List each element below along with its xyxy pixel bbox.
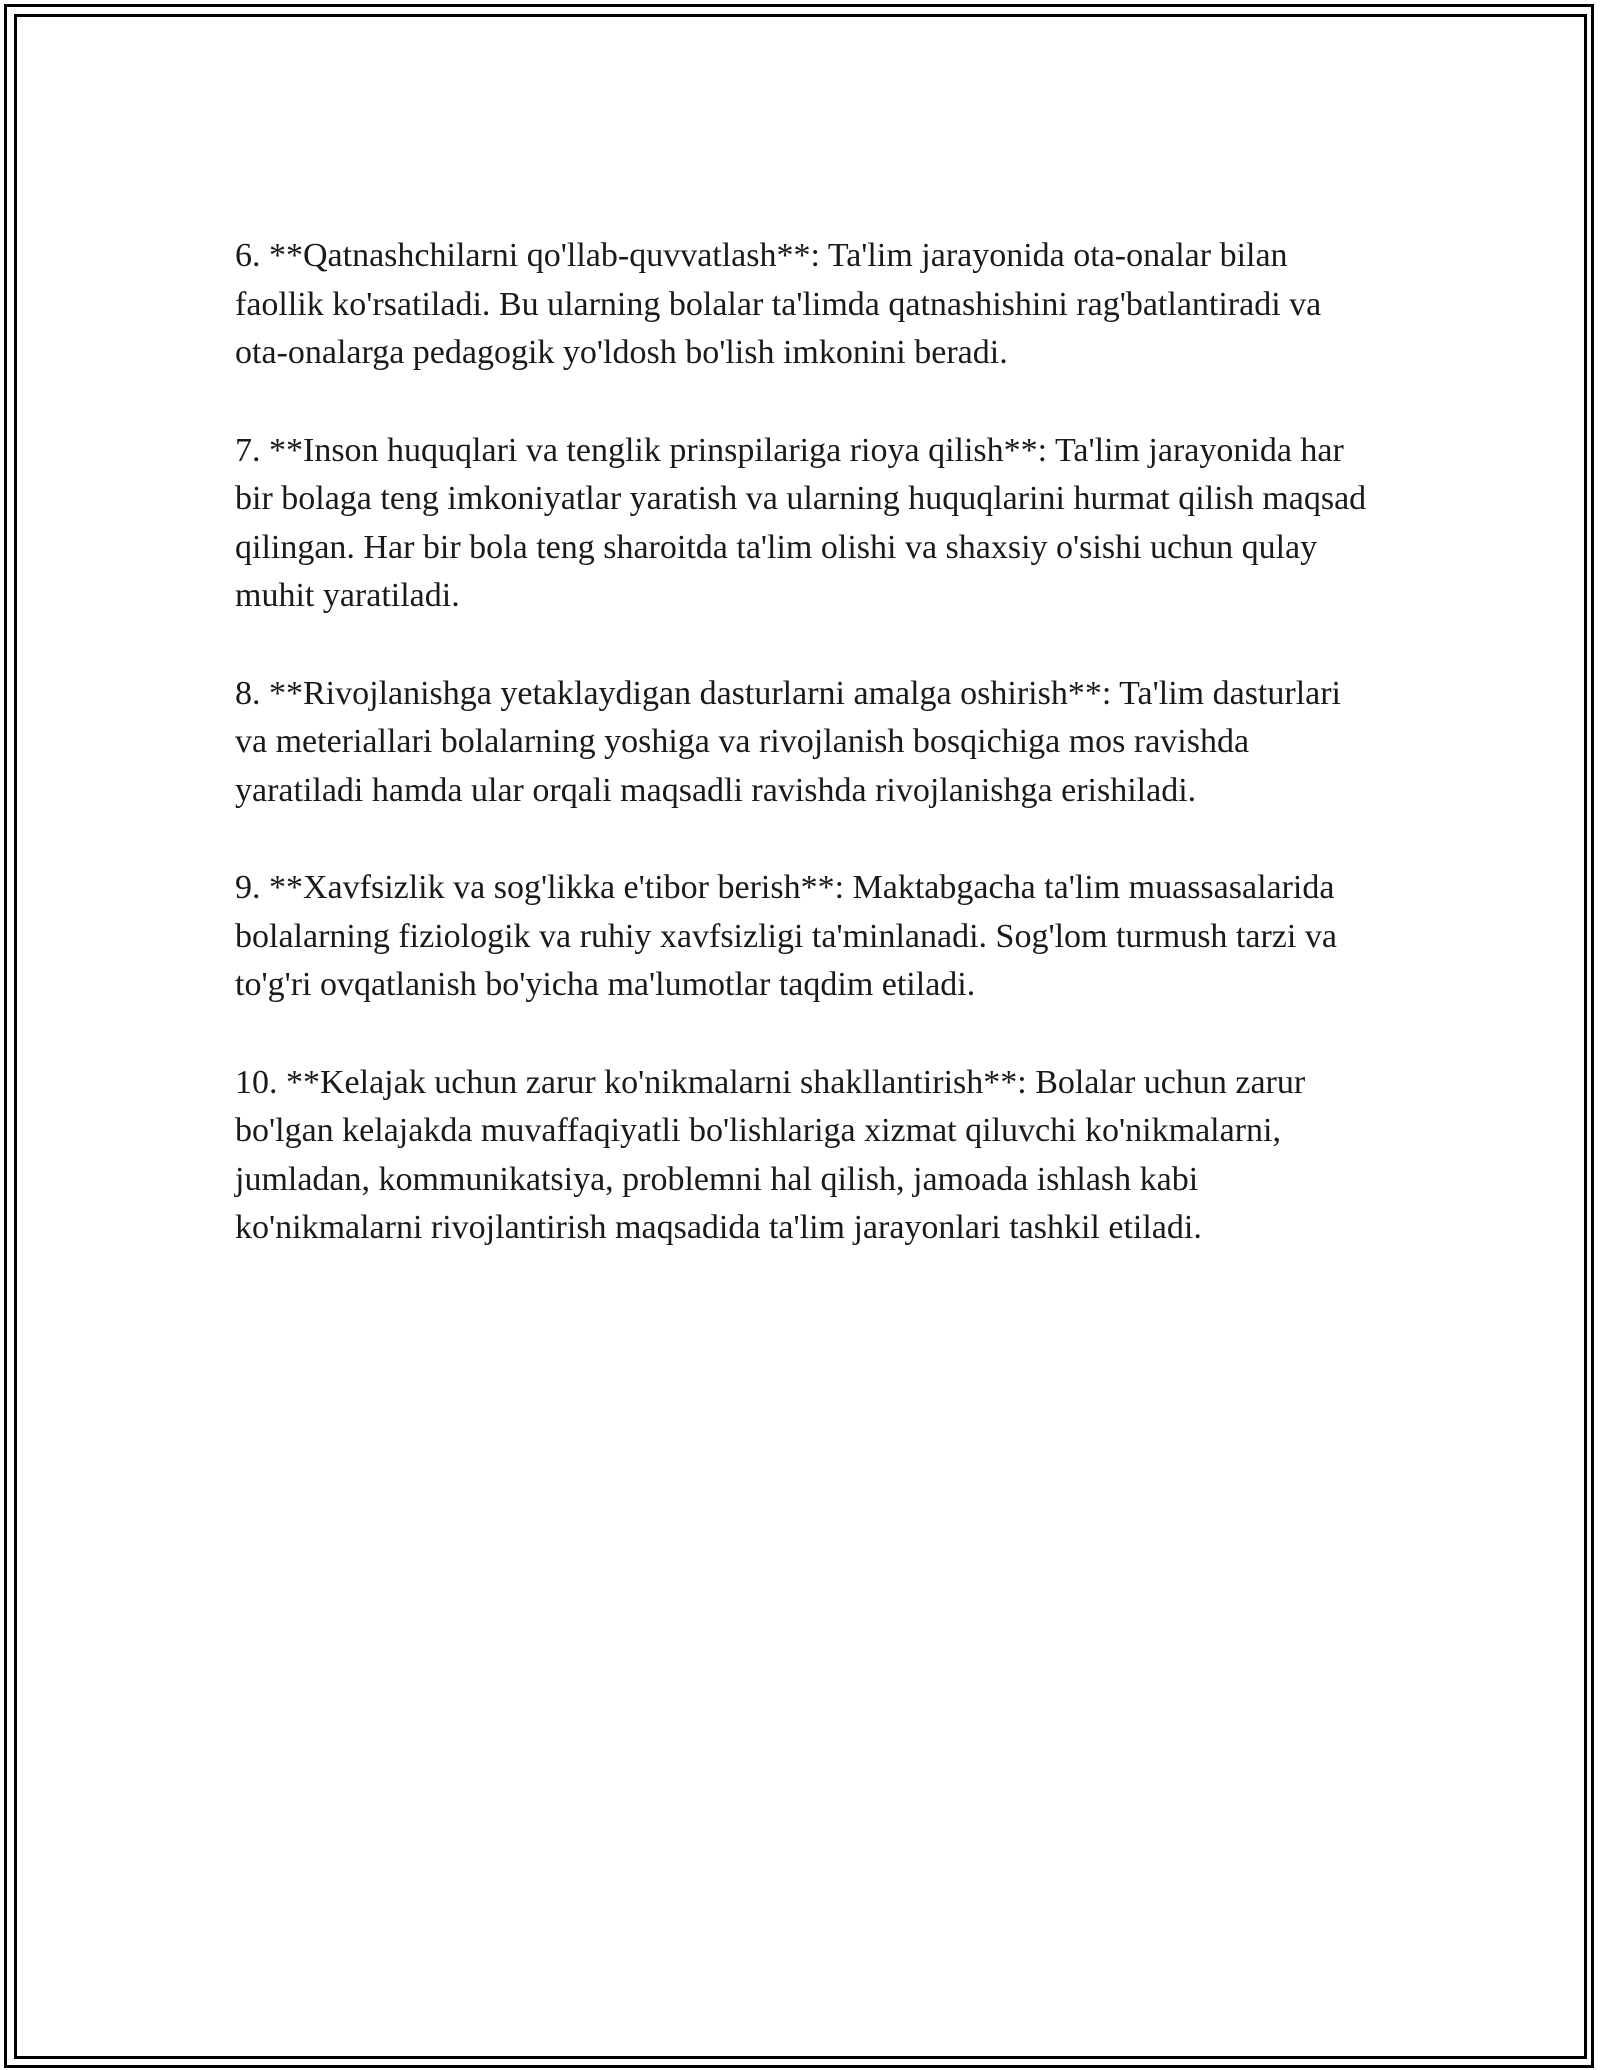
paragraph-6: 6. **Qatnashchilarni qo'llab-quvvatlash**: Ta'lim jarayonida ota-onalar bilan faollik ko'rsatiladi. Bu ularning bolalar ta'limda qatnashishini rag'batlantiradi va ota-onalarga pedagogik yo'ldosh bo'lish imkonini beradi. [235, 237, 1322, 371]
paragraph-8: 8. **Rivojlanishga yetaklaydigan dasturlarni amalga oshirish**: Ta'lim dasturlari va meteriallari bolalarning yoshiga va rivojlanish bosqichiga mos ravishda yaratiladi hamda ular orqali maqsadli ravishda rivojlanishga erishiladi. [235, 674, 1341, 809]
paragraph-9: 9. **Xavfsizlik va sog'likka e'tibor berish**: Maktabgacha ta'lim muassasalarida bolalarning fiziologik va ruhiy xavfsizligi ta'minlanadi. Sog'lom turmush tarzi va to'g'ri ovqatlanish bo'yicha ma'lumotlar taqdim etiladi. [235, 869, 1337, 1003]
paragraph-7: 7. **Inson huquqlari va tenglik prinspilariga rioya qilish**: Ta'lim jarayonida har bir bolaga teng imkoniyatlar yaratish va ularning huquqlarini hurmat qilish maqsad qilingan. Har bir bola teng sharoitda ta'lim olishi va shaxsiy o'sishi uchun qulay muhit yaratiladi. [235, 431, 1367, 614]
document-body [235, 232, 1370, 1253]
paragraph-10: 10. **Kelajak uchun zarur ko'nikmalarni shakllantirish**: Bolalar uchun zarur bo'lgan kelajakda muvaffaqiyatli bo'lishlariga xizmat qiluvchi ko'nikmalarni, jumladan, kommunikatsiya, problemni hal qilish, jamoada ishlash kabi ko'nikmalarni rivojlantirish maqsadida ta'lim jarayonlari tashkil etiladi. [235, 1063, 1306, 1246]
